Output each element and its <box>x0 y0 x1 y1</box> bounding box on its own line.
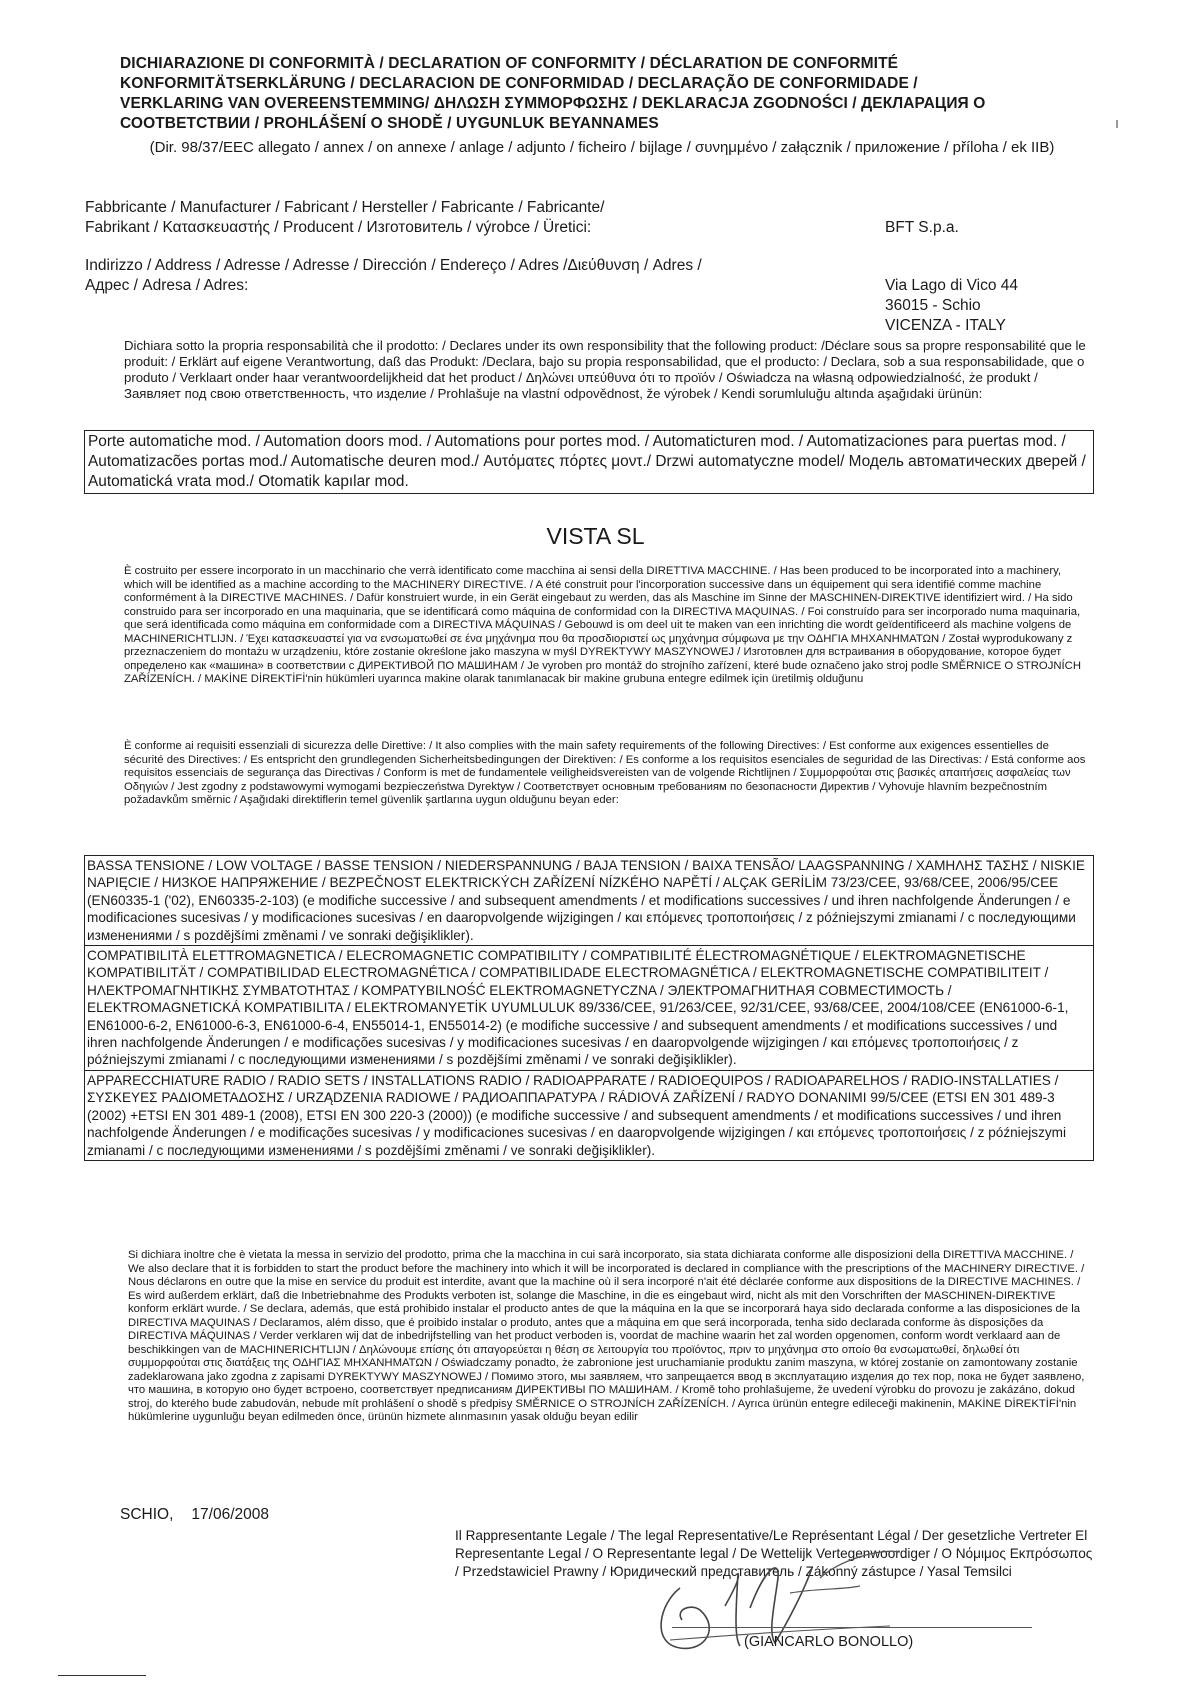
manufacturer-label-line: Fabbricante / Manufacturer / Fabricant / Hersteller / Fabricante / Fabricante/ <box>85 199 605 216</box>
manufacturer-value: BFT S.p.a. <box>885 219 959 236</box>
requirements-paragraph: È conforme ai requisiti essenziali di sicurezza delle Direttive: / It also complies with the main safety requirements of the following Directives: / Est conforme aux exigences essentielles de sécurité des Directives: / Es entspricht den grundlegenden Sicherheitsbedingungen der Direktiven: / Es conforme a los requisitos esenciales de seguridad de las Directivas: / Está conforme aos requisitos essenciais de segurança das Directivas / Conform is met de fundamentele veiligheidsvereisten van de volgende Richtlijnen / Συμμορφούται στις βασικές απαιτήσεις ασφαλείας των Οδηγιών / Jest zgodny z podstawowymi wymogami bezpieczeństwa Dyrektyw / Соответствует основным требованиям по безопасности Директив / Vyhovuje hlavním bezpečnostním požadavkům směrnic / Aşağıdaki direktiflerin temel güvenlik şartlarına uygun olduğunu beyan eder: <box>124 740 1086 806</box>
place: SCHIO, <box>120 1506 174 1523</box>
address-value <box>885 276 1018 336</box>
radio-directive: APPARECCHIATURE RADIO / RADIO SETS / INSTALLATIONS RADIO / RADIOAPPARATE / RADIOEQUIPOS / RADIOAPARELHOS / RADIO-INSTALLATIES / ΣΥΣΚΕΥΕΣ ΡΑΔΙΟΜΕΤΑΔΟΣΗΣ / URZĄDZENIA RADIOWE / РАДИОАППАРАТУРА / RÁDIOVÁ ZAŘÍZENÍ / RADYO DONANIMI 99/5/CEE (ETSI EN 301 489-3 (2002) +ETSI EN 301 489-1 (2008), ETSI EN 300 220-3 (2000)) (e modifiche successive / and subsequent amendments / et modifications successives / und ihren nachfolgende Änderungen / e modificações sucesivas / y modificaciones sucesivas / en daaropvolgende wijzigingen / και επόμενες τροποποιήσεις / z późniejszymi zmianami / с последующими изменениями / s pozdějšími změnami / ve sonraki değişiklikler). <box>84 1071 1094 1161</box>
address-line: Via Lago di Vico 44 <box>885 277 1019 294</box>
manufacturer-label-line: Fabrikant / Κατασκευαστής / Producent / Изготовитель / výrobce / Üretici: <box>85 219 592 236</box>
commissioning-prohibition-paragraph: Si dichiara inoltre che è vietata la messa in servizio del prodotto, prima che la macchina in cui sarà incorporato, sia stata dichiarata conforme alle disposizioni della DIRETTIVA MACCHINE. / We also declare that it is forbidden to start the product before the machinery into which it will be incorporated is declared in compliance with the prescriptions of the MACHINERY DIRECTIVE. / Nous déclarons en outre que la mise en service du produit est interdite, avant que la machine où il sera incorporé n'ait été déclarée conforme aux dispositions de la DIRECTIVE MACHINES. / Es wird außerdem erklärt, daß die Inbetriebnahme des Produkts verboten ist, solange die Maschine, in die es eingebaut wird, nicht als mit den Vorschriften der MASCHINEN-DIREKTIVE konform erklärt wurde. / Se declara, además, que está prohibido instalar el producto antes de que la máquina en la que se incorporará haya sido declarada conforme a las disposiciones de la DIRECTIVA MAQUINAS / Declaramos, além disso, que é proibido instalar o produto, antes que a máquina em que será incorporada, tenha sido declarada conforme às disposições da DIRECTIVA MÁQUINAS / Verder verklaren wij dat de inbedrijfstelling van het product verboden is, voordat de machine waarin het zal worden opgenomen, conform wordt verklaard aan de beschikkingen van de MACHINERICHTLIJN / Δηλώνουμε επίσης ότι απαγορεύεται η θέση σε λειτουργία του προϊόντος, πριν το μηχάνημα στο οποίο θα ενσωματωθεί, δηλωθεί ότι συμμορφούται στις διατάξεις της ΟΔΗΓΙΑΣ ΜΗΧΑΝΗΜΑΤΩΝ / Oświadczamy ponadto, że zabronione jest uruchamianie produktu zanim maszyna, w której zostanie on zamontowany zostanie zadeklarowana jako zgodna z zapisami DYREKTYWY MASZYNOWEJ / Помимо этого, мы заявляем, что запрещается ввод в эксплуатацию изделия до тех пор, пока не будет заявлено, что машина, в которую оно будет встроено, соответствует предписаниям ДИРЕКТИВЫ ПО МАШИНАМ. / Kromě toho prohlašujeme, že uvedení výrobku do provozu je zakázáno, dokud stroj, do kterého bude zabudován, nebude mít prohlášení o shodě s předpisy SMĚRNICE O STROJNÍCH ZAŘÍZENÍCH. / Ayrıca ürünün entegre edileceği makinenin, MAKİNE DİREKTİFİ'nin hükümlerine uygunluğu beyan edilmeden önce, ürünün hizmete alınmasının yasak olduğu beyan edilir <box>128 1249 1085 1423</box>
responsibility-declaration: Dichiara sotto la propria responsabilità che il prodotto: / Declares under its own responsibility that the following product: /Déclare sous sa propre responsabilité que le produit: / Erklärt auf eigene Verantwortung, daß das Produkt: /Declara, bajo su propia responsabilidad, que el producto: / Declara, sob a sua responsabilidade, que o produto / Verklaart onder haar verantwoordelijkheid dat het product / Δηλώνει υπεύθυνα ότι το προϊόν / Oświadcza na własną odpowiedzialność, że produkt / Заявляет под свою ответственность, что изделие / Prohlašuje na vlastní odpovědnost, že výrobek / Kendi sorumluluğu altında aşağıdaki ürünün: <box>124 338 1086 401</box>
title-line: СООТВЕТСТВИИ / PROHLÁŠENÍ O SHODĚ / UYGUNLUK BEYANNAMES <box>120 115 659 132</box>
address-line: VICENZA - ITALY <box>885 317 1006 334</box>
product-description-box: Porte automatiche mod. / Automation doors mod. / Automations pour portes mod. / Automaticturen mod. / Automatizaciones para puertas mod. / Automatizacões portas mod./ Automatische deuren mod./ Αυτόματες πόρτες μοντ./ Drzwi automatyczne model/ Модель автоматических дверей / Automatická vrata mod./ Otomatik kapılar mod. <box>84 430 1094 494</box>
model-name: VISTA SL <box>546 523 645 549</box>
emc-directive: COMPATIBILITÀ ELETTROMAGNETICA / ELECROMAGNETIC COMPATIBILITY / COMPATIBILITÉ ÉLECTROMAGNÉTIQUE / ELEKTROMAGNETISCHE KOMPATIBILITÄT / COMPATIBILIDAD ELECTROMAGNÉTICA / COMPATIBILIDADE ELECTROMAGNÉTICA / ELEKTROMAGNETISCHE COMPATIBILITEIT / ΗΛΕΚΤΡΟΜΑΓΝΗΤΙΚΗΣ ΣΥΜΒΑΤΟΤΗΤΑΣ / KOMPATYBILNOŚĆ ELEKTROMAGNETYCZNA / ЭЛЕКТРОМАГНИТНАЯ СОВМЕСТИМОСТЬ / ELEKTROMAGNETICKÁ KOMPATIBILITA / ELEKTROMANYETİK UYUMLULUK 89/336/CEE, 91/263/CEE, 92/31/CEE, 93/68/CEE, 2004/108/CEE (EN61000-6-1, EN61000-6-2, EN61000-6-3, EN61000-6-4, EN55014-1, EN55014-2) (e modifiche successive / and subsequent amendments / et modifications successives / und ihren nachfolgende Änderungen / e modificações sucesivas / y modificaciones sucesivas / en daaropvolgende wijzigingen / και επόμενες τροποποιήσεις / z późniejszymi zmianami / с последующими изменениями / s pozdějšími změnami / ve sonraki değişiklikler). <box>84 946 1094 1071</box>
directive-annex-line: (Dir. 98/37/EEC allegato / annex / on annexe / anlage / adjunto / ficheiro / bijlage / συνημμένο / załącznik / приложение / příloha / ek IIB) <box>149 139 1055 156</box>
title-line: KONFORMITÄTSERKLÄRUNG / DECLARACION DE CONFORMIDAD / DECLARAÇÃO DE CONFORMIDADE / <box>120 75 918 92</box>
date: 17/06/2008 <box>191 1506 269 1523</box>
margin-mark <box>1116 120 1118 128</box>
title-line: DICHIARAZIONE DI CONFORMITÀ / DECLARATION OF CONFORMITY / DÉCLARATION DE CONFORMITÉ <box>120 55 899 72</box>
manufacturer-label <box>85 198 785 238</box>
legal-representative-text: Il Rappresentante Legale / The legal Representative/Le Représentant Légal / Der gesetzliche Vertreter El Representante Legal / O Representante legal / De Wettelijk Vertegenwoordiger / O Νόμιμος Εκπρόσωπος / Przedstawiciel Prawny / Юридический представитель / Zákonný zástupce / Yasal Temsilci <box>455 1528 1093 1579</box>
address-line: 36015 - Schio <box>885 297 981 314</box>
incorporation-paragraph: È costruito per essere incorporato in un macchinario che verrà identificato come macchina ai sensi della DIRETTIVA MACCHINE. / Has been produced to be incorporated into a machinery, which will be identified as a machine according to the MACHINERY DIRECTIVE. / A été construit pour l'incorporation successive dans un équipement qui sera identifié comme machine conformément à la DIRECTIVE MACHINES. / Dafür konstruiert wurde, in ein Gerät eingebaut zu werden, das als Maschine im Sinne der MASCHINEN-DIREKTIVE identifiziert wird. / Ha sido construido para ser incorporado en una maquinaria, que se identificará como máquina de conformidad con la DIRECTIVA MAQUINAS. / Foi construído para ser incorporado numa maquinaria, que será identificada como máquina em conformidade com a DIRECTIVA MÁQUINAS / Gebouwd is om deel uit te maken van een inrichting die wordt geïdentificeerd als machine volgens de MACHINERICHTLIJN. / Έχει κατασκευαστεί για να ενσωματωθεί σε ένα μηχάνημα που θα προσδιοριστεί ως μηχάνημα σύμφωνα με την ΟΔΗΓΙΑ ΜΗΧΑΝΗΜΑΤΩΝ / Został wyprodukowany z przeznaczeniem do montażu w urządzeniu, które zostanie określone jako maszyna w myśl DYREKTYWY MASZYNOWEJ / Изготовлен для встраивания в оборудование, которое будет определено как «машина» в соответствии с ДИРЕКТИВОЙ ПО МАШИНАМ / Je vyroben pro montáž do strojního zařízení, které bude označeno jako stroj podle SMĚRNICE O STROJNÍCH ZAŘÍZENÍCH. / MAKİNE DİREKTİFİ'nin hükümleri uyarınca makine olarak tanımlanacak bir makine grubuna entegre edilmek için üretilmiş olduğunu <box>124 565 1081 685</box>
address-label-line: Indirizzo / Address / Adresse / Adresse / Dirección / Endereço / Adres /Διεύθυνση / Adres / <box>85 257 702 274</box>
footer-rule <box>58 1675 146 1676</box>
signature-line <box>672 1627 1032 1628</box>
low-voltage-directive: BASSA TENSIONE / LOW VOLTAGE / BASSE TENSION / NIEDERSPANNUNG / BAJA TENSION / BAIXA TENSÃO/ LAAGSPANNING / ΧΑΜΗΛΗΣ ΤΑΣΗΣ / NISKIE NAPIĘCIE / НИЗКОЕ НАПРЯЖЕНИЕ / BEZPEČNOST ELEKTRICKÝCH ZAŘÍZENÍ NÍZKÉHO NAPĚTÍ / ALÇAK GERİLİM 73/23/CEE, 93/68/CEE, 2006/95/CEE (EN60335-1 ('02), EN60335-2-103) (e modifiche successive / and subsequent amendments / et modifications successives / und ihren nachfolgende Änderungen / e modificaciones sucesivas / y modificaciones sucesivas / en daaropvolgende wijzigingen / και επόμενες τροποποιήσεις / z późniejszymi zmianami / с последующими изменениями / s pozdějšími změnami / ve sonraki değişiklikler). <box>84 855 1094 946</box>
signatory-name: (GIANCARLO BONOLLO) <box>744 1634 914 1650</box>
directives-table <box>84 855 1094 1161</box>
document-title <box>120 54 1080 134</box>
place-date <box>120 1506 287 1524</box>
address-label-line: Адрес / Adresa / Adres: <box>85 277 249 294</box>
address-label <box>85 256 845 296</box>
title-line: VERKLARING VAN OVEREENSTEMMING/ ΔΗΛΩΣΗ ΣΥΜΜΟΡΦΩΣΗΣ / DEKLARACJA ZGODNOŚCI / ДЕКЛАРАЦИЯ О <box>120 95 986 112</box>
